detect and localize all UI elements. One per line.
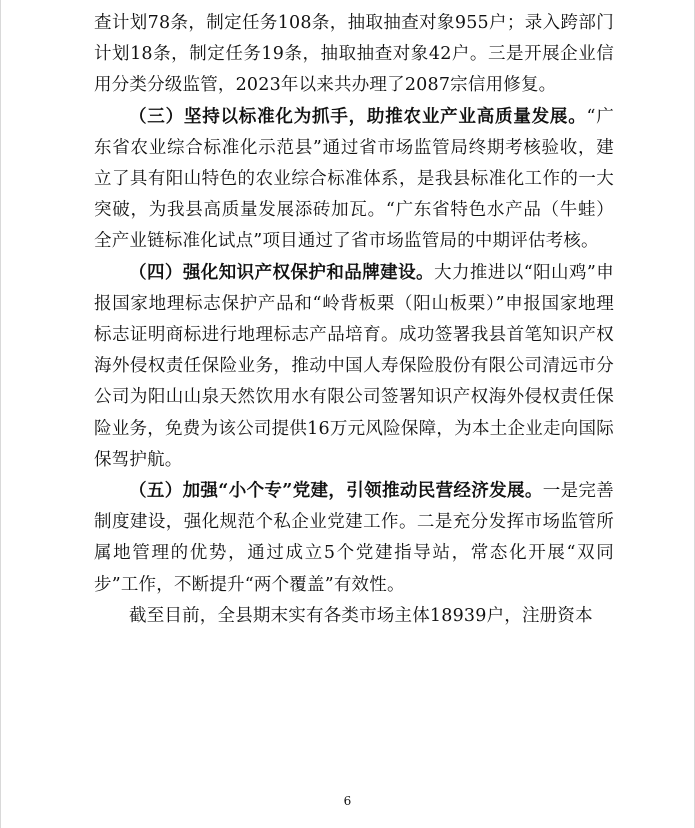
- paragraph-5: [94, 601, 614, 632]
- paragraph-3: [94, 258, 614, 476]
- paragraph-5-text: 截至目前，全县期末实有各类市场主体18939户，注册资本: [129, 605, 593, 626]
- paragraph-3-text: 大力推进以“阳山鸡”申报国家地理标志保护产品和“岭背板栗（阳山板栗）”申报国家地理标志证明商标进行地理标志产品培育。成功签署我县首笔知识产权海外侵权责任保险业务，推动中国人寿保险股份有限公司清远市分公司为阳山山泉天然饮用水有限公司签署知识产权海外侵权责任保险业务，免费为该公司提供16万元风险保障，为本土企业走向国际保驾护航。: [94, 262, 614, 470]
- paragraph-2-heading: （三）坚持以标准化为抓手，助推农业产业高质量发展。: [129, 106, 587, 127]
- paragraph-4: [94, 476, 614, 601]
- document-body: [94, 8, 614, 632]
- paragraph-2-text: “广东省农业综合标准化示范县”通过省市场监管局终期考核验收，建立了具有阳山特色的农业综合标准体系，是我县标准化工作的一大突破，为我县高质量发展添砖加瓦。“广东省特色水产品（牛蛙）全产业链标准化试点”项目通过了省市场监管局的中期评估考核。: [94, 106, 614, 252]
- paragraph-1-text: 查计划78条，制定任务108条，抽取抽查对象955户；录入跨部门计划18条，制定任务19条，抽取抽查对象42户。三是开展企业信用分类分级监管，2023年以来共办理了2087宗信用修复。: [94, 13, 614, 96]
- paragraph-3-heading: （四）强化知识产权保护和品牌建设。: [129, 262, 434, 283]
- paragraph-2: [94, 102, 614, 258]
- page-number: 6: [343, 794, 352, 808]
- paragraph-1: [94, 8, 614, 102]
- paragraph-4-heading: （五）加强“小个专”党建，引领推动民营经济发展。: [129, 481, 543, 502]
- paragraph-4-text: 一是完善制度建设，强化规范个私企业党建工作。二是充分发挥市场监管所属地管理的优势，通过成立5个党建指导站，常态化开展“双同步”工作，不断提升“两个覆盖”有效性。: [94, 481, 614, 595]
